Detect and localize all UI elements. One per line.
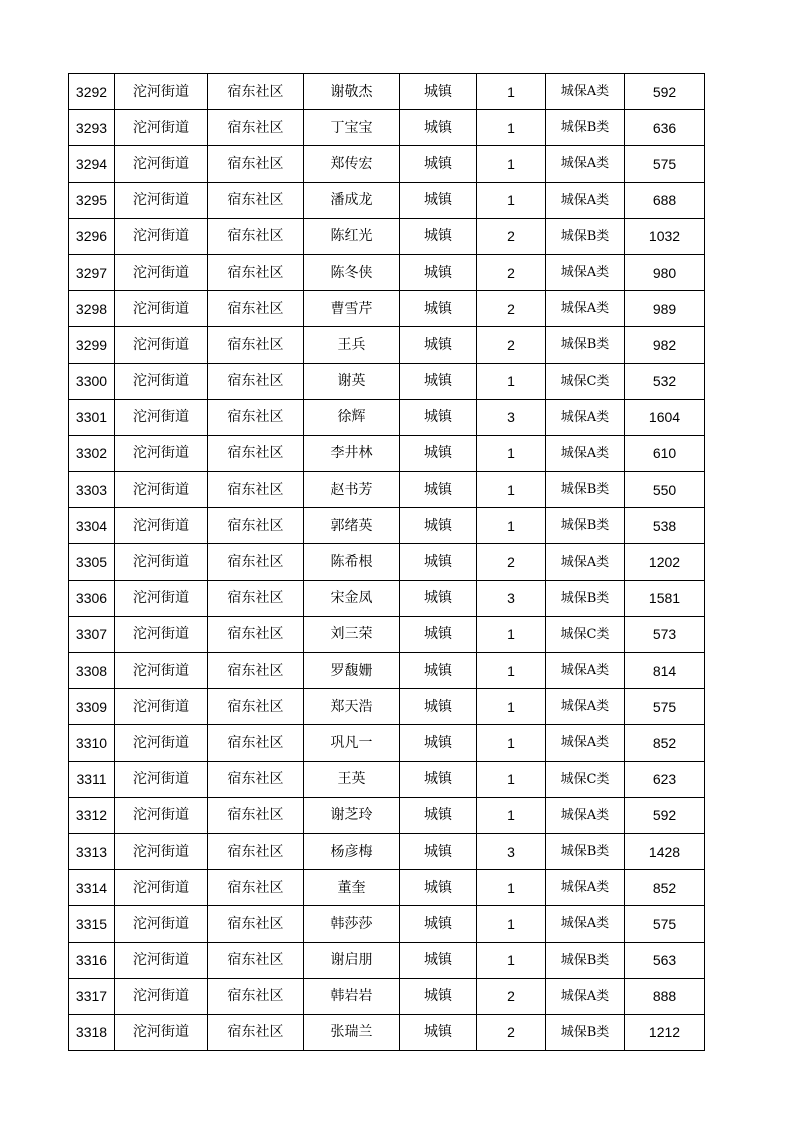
cell-amount: 1604: [625, 399, 705, 435]
cell-id: 3295: [69, 182, 115, 218]
cell-id: 3310: [69, 725, 115, 761]
cell-id: 3301: [69, 399, 115, 435]
cell-area: 城镇: [400, 291, 477, 327]
cell-amount: 623: [625, 761, 705, 797]
cell-household-count: 2: [477, 1014, 546, 1050]
cell-id: 3300: [69, 363, 115, 399]
cell-category: 城保A类: [546, 146, 625, 182]
cell-street: 沱河街道: [115, 218, 208, 254]
cell-community: 宿东社区: [208, 363, 304, 399]
cell-name: 韩莎莎: [304, 906, 400, 942]
cell-street: 沱河街道: [115, 254, 208, 290]
cell-id: 3317: [69, 978, 115, 1014]
cell-community: 宿东社区: [208, 653, 304, 689]
cell-street: 沱河街道: [115, 653, 208, 689]
cell-id: 3299: [69, 327, 115, 363]
table-row: [69, 508, 705, 544]
cell-amount: 1581: [625, 580, 705, 616]
table-row: [69, 653, 705, 689]
cell-category: 城保B类: [546, 942, 625, 978]
cell-household-count: 1: [477, 110, 546, 146]
cell-area: 城镇: [400, 399, 477, 435]
cell-household-count: 1: [477, 363, 546, 399]
cell-id: 3294: [69, 146, 115, 182]
cell-category: 城保C类: [546, 761, 625, 797]
cell-household-count: 1: [477, 74, 546, 110]
cell-household-count: 1: [477, 942, 546, 978]
cell-category: 城保B类: [546, 580, 625, 616]
cell-area: 城镇: [400, 1014, 477, 1050]
cell-street: 沱河街道: [115, 291, 208, 327]
cell-category: 城保A类: [546, 870, 625, 906]
table-row: [69, 725, 705, 761]
cell-area: 城镇: [400, 797, 477, 833]
table-row: [69, 689, 705, 725]
cell-category: 城保A类: [546, 725, 625, 761]
cell-id: 3314: [69, 870, 115, 906]
table-row: [69, 616, 705, 652]
cell-name: 谢芝玲: [304, 797, 400, 833]
cell-category: 城保A类: [546, 291, 625, 327]
cell-street: 沱河街道: [115, 74, 208, 110]
table-body: [69, 74, 705, 1051]
cell-category: 城保A类: [546, 435, 625, 471]
cell-household-count: 2: [477, 544, 546, 580]
cell-category: 城保A类: [546, 74, 625, 110]
cell-name: 李井林: [304, 435, 400, 471]
cell-category: 城保A类: [546, 906, 625, 942]
cell-community: 宿东社区: [208, 291, 304, 327]
table-row: [69, 580, 705, 616]
cell-amount: 573: [625, 616, 705, 652]
cell-area: 城镇: [400, 761, 477, 797]
cell-name: 丁宝宝: [304, 110, 400, 146]
table-row: [69, 435, 705, 471]
cell-amount: 1202: [625, 544, 705, 580]
cell-name: 郑传宏: [304, 146, 400, 182]
cell-street: 沱河街道: [115, 363, 208, 399]
cell-community: 宿东社区: [208, 435, 304, 471]
cell-amount: 989: [625, 291, 705, 327]
cell-category: 城保A类: [546, 653, 625, 689]
cell-area: 城镇: [400, 327, 477, 363]
cell-name: 郑天浩: [304, 689, 400, 725]
cell-category: 城保A类: [546, 182, 625, 218]
cell-id: 3297: [69, 254, 115, 290]
cell-name: 郭绪英: [304, 508, 400, 544]
cell-area: 城镇: [400, 254, 477, 290]
cell-name: 陈冬侠: [304, 254, 400, 290]
cell-category: 城保B类: [546, 327, 625, 363]
cell-area: 城镇: [400, 833, 477, 869]
cell-street: 沱河街道: [115, 689, 208, 725]
cell-community: 宿东社区: [208, 327, 304, 363]
cell-id: 3307: [69, 616, 115, 652]
cell-name: 韩岩岩: [304, 978, 400, 1014]
cell-household-count: 1: [477, 689, 546, 725]
cell-category: 城保C类: [546, 363, 625, 399]
cell-street: 沱河街道: [115, 435, 208, 471]
cell-id: 3305: [69, 544, 115, 580]
cell-category: 城保C类: [546, 616, 625, 652]
cell-area: 城镇: [400, 363, 477, 399]
cell-community: 宿东社区: [208, 616, 304, 652]
cell-street: 沱河街道: [115, 906, 208, 942]
cell-household-count: 1: [477, 653, 546, 689]
table-row: [69, 110, 705, 146]
table-row: [69, 74, 705, 110]
cell-id: 3315: [69, 906, 115, 942]
cell-id: 3313: [69, 833, 115, 869]
cell-category: 城保B类: [546, 508, 625, 544]
cell-community: 宿东社区: [208, 74, 304, 110]
cell-community: 宿东社区: [208, 906, 304, 942]
cell-amount: 575: [625, 906, 705, 942]
cell-name: 刘三荣: [304, 616, 400, 652]
table-row: [69, 182, 705, 218]
cell-amount: 852: [625, 870, 705, 906]
cell-street: 沱河街道: [115, 978, 208, 1014]
cell-area: 城镇: [400, 942, 477, 978]
cell-household-count: 1: [477, 182, 546, 218]
cell-household-count: 2: [477, 291, 546, 327]
table-row: [69, 978, 705, 1014]
cell-category: 城保B类: [546, 472, 625, 508]
cell-area: 城镇: [400, 182, 477, 218]
cell-name: 巩凡一: [304, 725, 400, 761]
table-row: [69, 399, 705, 435]
table-row: [69, 870, 705, 906]
cell-household-count: 2: [477, 254, 546, 290]
table-row: [69, 906, 705, 942]
cell-category: 城保A类: [546, 399, 625, 435]
cell-area: 城镇: [400, 146, 477, 182]
cell-name: 王英: [304, 761, 400, 797]
cell-household-count: 1: [477, 472, 546, 508]
cell-id: 3312: [69, 797, 115, 833]
cell-community: 宿东社区: [208, 182, 304, 218]
table-row: [69, 146, 705, 182]
cell-category: 城保B类: [546, 110, 625, 146]
cell-street: 沱河街道: [115, 725, 208, 761]
cell-household-count: 1: [477, 797, 546, 833]
cell-household-count: 2: [477, 218, 546, 254]
cell-amount: 888: [625, 978, 705, 1014]
cell-street: 沱河街道: [115, 544, 208, 580]
table-row: [69, 472, 705, 508]
table-row: [69, 218, 705, 254]
table-row: [69, 544, 705, 580]
cell-amount: 982: [625, 327, 705, 363]
cell-amount: 550: [625, 472, 705, 508]
cell-household-count: 1: [477, 616, 546, 652]
cell-street: 沱河街道: [115, 1014, 208, 1050]
cell-id: 3292: [69, 74, 115, 110]
cell-street: 沱河街道: [115, 508, 208, 544]
cell-category: 城保A类: [546, 544, 625, 580]
table-row: [69, 797, 705, 833]
cell-id: 3316: [69, 942, 115, 978]
cell-household-count: 2: [477, 327, 546, 363]
cell-name: 潘成龙: [304, 182, 400, 218]
table-row: [69, 761, 705, 797]
cell-name: 杨彦梅: [304, 833, 400, 869]
cell-area: 城镇: [400, 978, 477, 1014]
cell-id: 3296: [69, 218, 115, 254]
cell-street: 沱河街道: [115, 797, 208, 833]
cell-household-count: 3: [477, 580, 546, 616]
cell-area: 城镇: [400, 653, 477, 689]
cell-category: 城保A类: [546, 797, 625, 833]
cell-household-count: 1: [477, 870, 546, 906]
cell-id: 3309: [69, 689, 115, 725]
table-row: [69, 327, 705, 363]
cell-street: 沱河街道: [115, 472, 208, 508]
cell-category: 城保A类: [546, 689, 625, 725]
cell-area: 城镇: [400, 580, 477, 616]
cell-community: 宿东社区: [208, 1014, 304, 1050]
cell-id: 3302: [69, 435, 115, 471]
cell-amount: 575: [625, 146, 705, 182]
table-row: [69, 254, 705, 290]
cell-name: 曹雪芹: [304, 291, 400, 327]
cell-area: 城镇: [400, 472, 477, 508]
cell-area: 城镇: [400, 110, 477, 146]
cell-street: 沱河街道: [115, 327, 208, 363]
table-row: [69, 291, 705, 327]
cell-household-count: 1: [477, 508, 546, 544]
cell-community: 宿东社区: [208, 580, 304, 616]
cell-area: 城镇: [400, 435, 477, 471]
cell-amount: 538: [625, 508, 705, 544]
cell-community: 宿东社区: [208, 508, 304, 544]
cell-amount: 1428: [625, 833, 705, 869]
table-row: [69, 942, 705, 978]
cell-amount: 814: [625, 653, 705, 689]
cell-household-count: 1: [477, 906, 546, 942]
cell-street: 沱河街道: [115, 942, 208, 978]
cell-name: 宋金凤: [304, 580, 400, 616]
cell-name: 谢敬杰: [304, 74, 400, 110]
cell-name: 罗馥姗: [304, 653, 400, 689]
cell-name: 赵书芳: [304, 472, 400, 508]
cell-id: 3318: [69, 1014, 115, 1050]
cell-id: 3306: [69, 580, 115, 616]
cell-area: 城镇: [400, 616, 477, 652]
cell-community: 宿东社区: [208, 725, 304, 761]
cell-household-count: 3: [477, 833, 546, 869]
cell-household-count: 1: [477, 146, 546, 182]
data-table: [68, 73, 705, 1051]
cell-community: 宿东社区: [208, 544, 304, 580]
cell-id: 3304: [69, 508, 115, 544]
cell-category: 城保A类: [546, 978, 625, 1014]
cell-name: 谢启朋: [304, 942, 400, 978]
cell-amount: 592: [625, 74, 705, 110]
cell-community: 宿东社区: [208, 399, 304, 435]
cell-street: 沱河街道: [115, 182, 208, 218]
cell-id: 3303: [69, 472, 115, 508]
cell-household-count: 1: [477, 725, 546, 761]
cell-area: 城镇: [400, 870, 477, 906]
cell-name: 谢英: [304, 363, 400, 399]
cell-amount: 592: [625, 797, 705, 833]
cell-area: 城镇: [400, 544, 477, 580]
cell-category: 城保B类: [546, 218, 625, 254]
cell-community: 宿东社区: [208, 761, 304, 797]
cell-id: 3308: [69, 653, 115, 689]
cell-community: 宿东社区: [208, 797, 304, 833]
cell-community: 宿东社区: [208, 218, 304, 254]
cell-amount: 532: [625, 363, 705, 399]
cell-community: 宿东社区: [208, 472, 304, 508]
cell-household-count: 1: [477, 435, 546, 471]
cell-household-count: 3: [477, 399, 546, 435]
cell-community: 宿东社区: [208, 110, 304, 146]
cell-street: 沱河街道: [115, 761, 208, 797]
cell-household-count: 1: [477, 761, 546, 797]
cell-name: 董奎: [304, 870, 400, 906]
cell-name: 张瑞兰: [304, 1014, 400, 1050]
cell-id: 3311: [69, 761, 115, 797]
cell-street: 沱河街道: [115, 110, 208, 146]
cell-street: 沱河街道: [115, 616, 208, 652]
cell-name: 徐辉: [304, 399, 400, 435]
cell-area: 城镇: [400, 906, 477, 942]
cell-area: 城镇: [400, 218, 477, 254]
cell-area: 城镇: [400, 508, 477, 544]
cell-amount: 688: [625, 182, 705, 218]
cell-amount: 1212: [625, 1014, 705, 1050]
table-row: [69, 363, 705, 399]
cell-amount: 563: [625, 942, 705, 978]
cell-community: 宿东社区: [208, 870, 304, 906]
cell-community: 宿东社区: [208, 689, 304, 725]
cell-name: 陈希根: [304, 544, 400, 580]
cell-amount: 980: [625, 254, 705, 290]
cell-street: 沱河街道: [115, 146, 208, 182]
cell-id: 3298: [69, 291, 115, 327]
cell-area: 城镇: [400, 74, 477, 110]
cell-community: 宿东社区: [208, 942, 304, 978]
cell-name: 陈红光: [304, 218, 400, 254]
cell-id: 3293: [69, 110, 115, 146]
cell-community: 宿东社区: [208, 978, 304, 1014]
cell-street: 沱河街道: [115, 833, 208, 869]
cell-street: 沱河街道: [115, 580, 208, 616]
cell-street: 沱河街道: [115, 399, 208, 435]
cell-community: 宿东社区: [208, 833, 304, 869]
cell-category: 城保B类: [546, 1014, 625, 1050]
cell-category: 城保A类: [546, 254, 625, 290]
cell-category: 城保B类: [546, 833, 625, 869]
table-row: [69, 833, 705, 869]
cell-amount: 610: [625, 435, 705, 471]
cell-household-count: 2: [477, 978, 546, 1014]
table-row: [69, 1014, 705, 1050]
cell-area: 城镇: [400, 725, 477, 761]
cell-name: 王兵: [304, 327, 400, 363]
cell-amount: 636: [625, 110, 705, 146]
cell-street: 沱河街道: [115, 870, 208, 906]
cell-community: 宿东社区: [208, 254, 304, 290]
cell-area: 城镇: [400, 689, 477, 725]
cell-amount: 1032: [625, 218, 705, 254]
cell-community: 宿东社区: [208, 146, 304, 182]
cell-amount: 852: [625, 725, 705, 761]
cell-amount: 575: [625, 689, 705, 725]
